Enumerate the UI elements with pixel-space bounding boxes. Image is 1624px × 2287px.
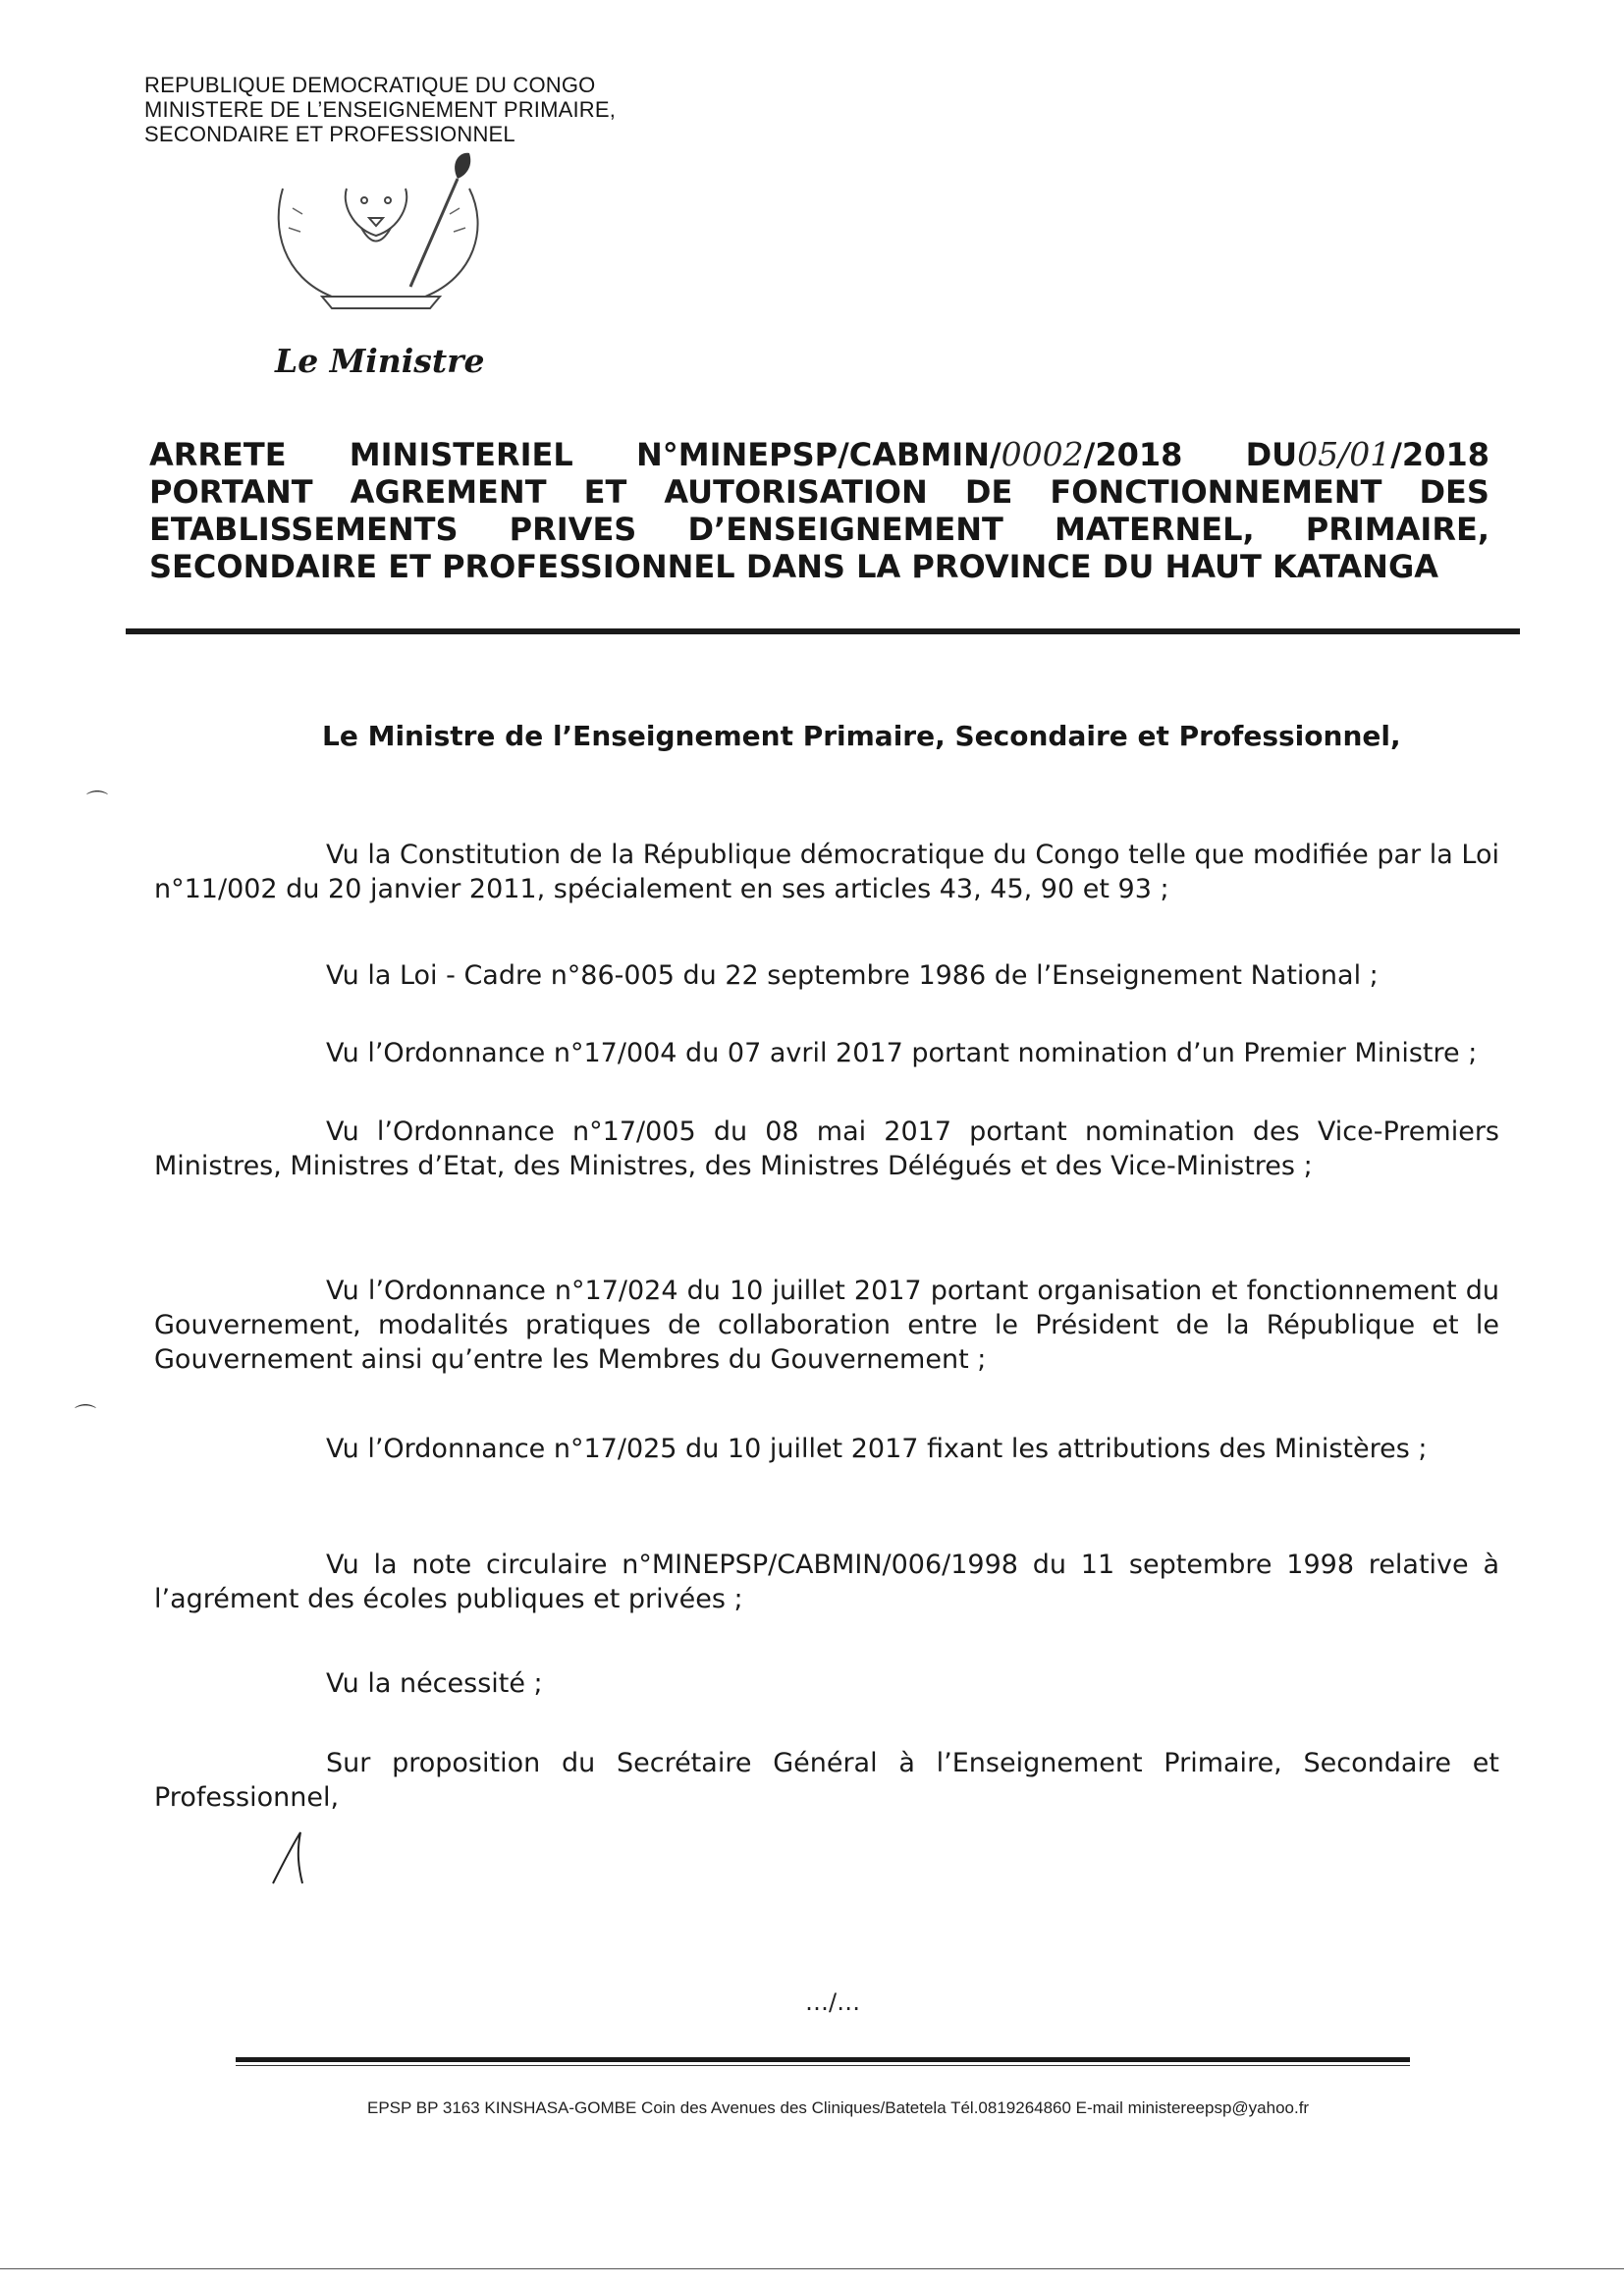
decree-date [1246, 436, 1489, 473]
title-word: PORTANT [149, 473, 313, 511]
preamble-paragraph: Vu l’Ordonnance n°17/024 du 10 juillet 2017 portant organisation et fonctionnement du Gouvernement, modalités pratiques de collaboration entre le Président de la République et le Gouvernement ainsi qu’entre les Membres du Gouvernement ; [154, 1276, 1499, 1375]
title-word: PRIMAIRE, [1305, 511, 1489, 548]
title-line-4 [149, 548, 1489, 585]
title-word: DES [1419, 473, 1489, 511]
title-word: ET [583, 473, 627, 511]
title-word: SECONDAIRE ET PROFESSIONNEL DANS LA PROVINCE DU HAUT KATANGA [149, 548, 1438, 585]
preamble-paragraph: Vu la Constitution de la République démocratique du Congo telle que modifiée par la Loi n°11/002 du 20 janvier 2011, spécialement en ses articles 43, 45, 90 et 93 ; [154, 840, 1499, 904]
footer-address: EPSP BP 3163 KINSHASA-GOMBE Coin des Avenues des Cliniques/Batetela Tél.0819264860 E-mail ministereepsp@yahoo.fr [367, 2098, 1310, 2117]
preamble-paragraph: Vu l’Ordonnance n°17/025 du 10 juillet 2017 fixant les attributions des Ministères ; [326, 1434, 1428, 1464]
title-line-3 [149, 511, 1489, 548]
title-word: DE [964, 473, 1013, 511]
decree-number [636, 436, 1182, 473]
preamble-paragraph: Vu la nécessité ; [326, 1668, 543, 1699]
decree-title [149, 436, 1489, 585]
preamble-paragraph: Vu l’Ordonnance n°17/004 du 07 avril 2017 portant nomination d’un Premier Ministre ; [326, 1038, 1478, 1068]
margin-mark-icon: ⌒ [75, 1404, 97, 1429]
handwritten-date: 05/01 [1297, 435, 1391, 473]
preamble-paragraph: Sur proposition du Secrétaire Général à l’Enseignement Primaire, Secondaire et Professionnel, [154, 1748, 1499, 1813]
title-word: AUTORISATION [664, 473, 928, 511]
preamble-paragraph: Vu l’Ordonnance n°17/005 du 08 mai 2017 portant nomination des Vice-Premiers Ministres, Ministres d’Etat, des Ministres, des Ministres Délégués et des Vice-Ministres ; [154, 1116, 1499, 1181]
margin-mark-icon: ⌒ [86, 790, 109, 815]
title-line-2 [149, 473, 1489, 511]
minister-heading: Le Ministre de l’Enseignement Primaire, Secondaire et Professionnel, [322, 720, 1401, 752]
title-word: MATERNEL, [1055, 511, 1255, 548]
footer-divider [236, 2057, 1410, 2062]
letterhead-country: REPUBLIQUE DEMOCRATIQUE DU CONGO [144, 73, 596, 97]
title-word: ARRETE [149, 436, 287, 473]
title-word: /2018 [1390, 436, 1489, 473]
title-divider [126, 628, 1520, 634]
page-edge-line [0, 2268, 1624, 2269]
signature-title: Le Ministre [275, 342, 485, 380]
title-word: DU [1245, 436, 1298, 473]
title-word: AGREMENT [350, 473, 547, 511]
title-word: N°MINEPSP/CABMIN/ [635, 436, 1001, 473]
title-word: ETABLISSEMENTS [149, 511, 459, 548]
title-word: MINISTERIEL [349, 436, 573, 473]
title-word: /2018 [1083, 436, 1183, 473]
title-word: FONCTIONNEMENT [1050, 473, 1382, 511]
preamble-paragraph: Vu la Loi - Cadre n°86-005 du 22 septembre 1986 de l’Enseignement National ; [326, 960, 1379, 991]
drc-coat-of-arms-icon [263, 149, 499, 318]
preamble-paragraph: Vu la note circulaire n°MINEPSP/CABMIN/006/1998 du 11 septembre 1998 relative à l’agrément des écoles publiques et privées ; [154, 1550, 1499, 1614]
footer-divider-thin [236, 2065, 1410, 2066]
letterhead-ministry: MINISTERE DE L’ENSEIGNEMENT PRIMAIRE, [144, 97, 617, 122]
continuation-mark: …/… [805, 1988, 861, 2016]
title-word: PRIVES [509, 511, 637, 548]
title-line-1 [149, 436, 1489, 473]
initials-icon [267, 1828, 316, 1887]
letterhead [144, 73, 616, 146]
handwritten-number: 0002 [1001, 435, 1084, 473]
letterhead-ministry-cont: SECONDAIRE ET PROFESSIONNEL [144, 122, 515, 146]
title-word: D’ENSEIGNEMENT [687, 511, 1003, 548]
